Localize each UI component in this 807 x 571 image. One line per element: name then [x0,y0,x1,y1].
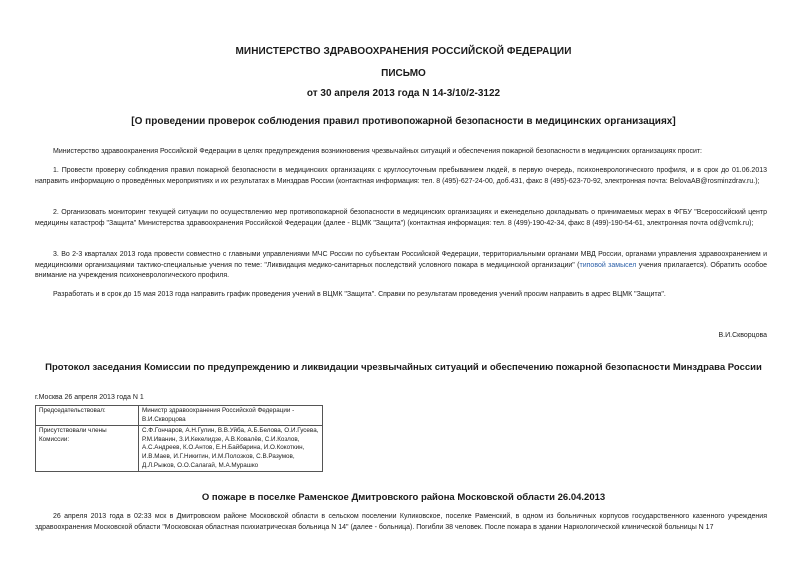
signer-name: В.И.Скворцова [718,332,767,339]
paragraph-1 [35,166,767,187]
paragraph-4-text: Разработать и в срок до 15 мая 2013 года направить график проведения учений в ВЦМК "Защита". Справки по результатам проведения учений просим направить в адрес ВЦМК "Защита". [53,291,666,298]
paragraph-4 [35,290,767,301]
table-row [36,426,323,472]
table-row [36,406,323,426]
paragraph-3 [35,250,767,282]
document-title: [О проведении проверок соблюдения правил противопожарной безопасности в медицинских организациях] [131,116,676,127]
table-cell-label: Присутствовали члены Комиссии: [36,426,139,472]
paragraph-1-text: 1. Провести проверку соблюдения правил пожарной безопасности в медицинских организациях с круглосуточным пребыванием людей, в первую очередь, психоневрологического профиля, и в срок до 01.06.2013 направить информацию о проведённых мероприятиях и их результатах в Минздрав России (контактная информация: тел. 8 (495)-627-24-00, доб.431, факс 8 (495)-623-70-92, электронная почта: BelovaAB@rosminzdrav.ru.); [35,167,767,185]
paragraph-2 [35,208,767,229]
protocol-place-date: г.Москва 26 апреля 2013 года N 1 [35,394,144,401]
template-plan-link[interactable]: типовой замысел [579,261,637,269]
intro-text: Министерство здравоохранения Российской Федерации в целях предупреждения возникновения чрезвычайных ситуаций и обеспечения пожарной безопасности в медицинских организациях просит: [53,148,703,155]
ministry-heading: МИНИСТЕРСТВО ЗДРАВООХРАНЕНИЯ РОССИЙСКОЙ ФЕДЕРАЦИИ [235,46,572,57]
table-cell-value: С.Ф.Гончаров, А.Н.Гулин, В.В.Уйба, А.Б.Белова, О.И.Гусева, Р.М.Иванин, З.И.Кекелидзе, А.В.Ковалёв, С.И.Козлов, А.С.Андреев, К.О.Антов, Е.Н.Байбарина, И.О.Кокоткин, И.В.Маев, И.Г.Никитин, И.М.Полозков, С.В.Разумов, Д.Л.Рыжов, О.О.Салагай, М.А.Мурашко [139,426,323,472]
protocol-title: Протокол заседания Комиссии по предупреждению и ликвидации чрезвычайных ситуаций и обеспечению пожарной безопасности Минздрава России [45,362,762,373]
paragraph-3-text-end: учения прилагается). Обратить особое внимание на учреждения психоневрологического профиля. [35,261,767,279]
protocol-table [35,405,323,472]
fire-report-title: О пожаре в поселке Раменское Дмитровского района Московской области 26.04.2013 [201,492,606,503]
fire-report-text: 26 апреля 2013 года в 02:33 мск в Дмитровском районе Московской области в сельском поселении Куликовское, поселке Раменский, в одном из больничных корпусов государственного казенного учреждения здравоохранения Московской области "Московская областная психиатрическая больница N 14" (далее - больница). Погибли 38 человек. После пожара в здании Наркологической клинической больницы N 17 [35,513,767,531]
document-date-number: от 30 апреля 2013 года N 14-3/10/2-3122 [306,88,501,99]
table-cell-label: Председательствовал: [36,406,139,426]
fire-report-paragraph [35,512,767,533]
table-cell-value: Министр здравоохранения Российской Федерации - В.И.Скворцова [139,406,323,426]
intro-paragraph [35,147,767,158]
document-type: ПИСЬМО [381,68,426,79]
paragraph-3-text: 3. Во 2-3 кварталах 2013 года провести совместно с главными управлениями МЧС России по субъектам Российской Федерации, территориальными органами МВД России, органами управления здравоохранением и медицинскими организациями тактико-специальные учения по теме: "Ликвидация медико-санитарных последствий условного пожара в медицинской организации" ( [35,251,767,269]
paragraph-2-text: 2. Организовать мониторинг текущей ситуации по осуществлению мер противопожарной безопасности в медицинских организациях и еженедельно докладывать о принимаемых мерах в ФГБУ "Всероссийский центр медицины катастроф "Защита" Министерства здравоохранения Российской Федерации (далее - ВЦМК "Защита") (контактная информация: тел. 8 (499)-190-42-34, факс 8 (499)-190-54-61, электронная почта od@vcmk.ru); [35,209,767,227]
